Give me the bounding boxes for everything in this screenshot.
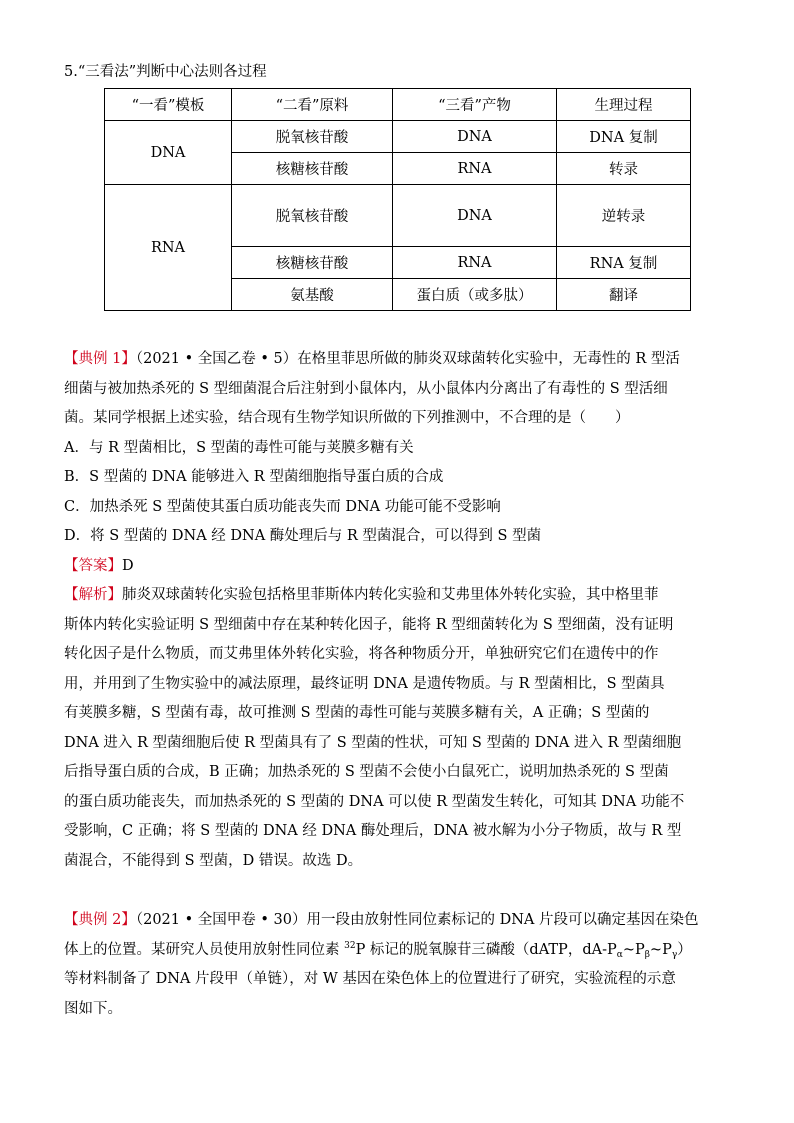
product-cell: RNA	[393, 247, 557, 279]
option-b: B．S 型菌的 DNA 能够进入 R 型菌细胞指导蛋白质的合成	[64, 469, 444, 485]
process-cell: 逆转录	[557, 185, 691, 247]
analysis-line: 受影响，C 正确；将 S 型菌的 DNA 经 DNA 酶处理后，DNA 被水解为小分子物质，故与 R 型	[64, 823, 682, 839]
analysis-line	[64, 581, 732, 611]
example-1-stem-line: 细菌与被加热杀死的 S 型细菌混合后注射到小鼠体内，从小鼠体内分离出了有毒性的 S 型活细	[64, 380, 668, 397]
table-row	[105, 121, 691, 153]
table-header-cell: “二看”原料	[232, 89, 393, 121]
analysis-line: 菌混合，不能得到 S 型菌，D 错误。故选 D。	[64, 852, 363, 869]
material-cell: 脱氧核苷酸	[232, 121, 393, 153]
product-cell: RNA	[393, 153, 557, 185]
material-cell: 核糖核苷酸	[232, 153, 393, 185]
analysis-text: 肺炎双球菌转化实验包括格里菲斯体内转化实验和艾弗里体外转化实验，其中格里菲	[122, 587, 659, 603]
material-cell: 脱氧核苷酸	[232, 185, 393, 247]
example-2-line: 图如下。	[64, 1000, 122, 1017]
alpha-subscript: α	[616, 949, 623, 960]
analysis-line: 有荚膜多糖，S 型菌有毒，故可推测 S 型菌的毒性可能与荚膜多糖有关，A 正确；S 型菌的	[64, 705, 650, 721]
example-1-tag: 【典例 1】	[64, 351, 136, 367]
table-header-row	[105, 89, 691, 121]
option-d: D．将 S 型菌的 DNA 经 DNA 酶处理后与 R 型菌混合，可以得到 S 型菌	[64, 528, 542, 544]
analysis-line: 斯体内转化实验证明 S 型细菌中存在某种转化因子，能将 R 型细菌转化为 S 型细菌，没有证明	[64, 616, 674, 633]
answer-value: D	[122, 557, 134, 574]
process-cell: RNA 复制	[557, 247, 691, 279]
table-header-cell: “一看”模板	[105, 89, 232, 121]
example-1-stem-text: 在格里菲思所做的肺炎双球菌转化实验中，无毒性的 R 型活	[297, 351, 680, 367]
product-cell: DNA	[393, 185, 557, 247]
example-2	[64, 906, 732, 1024]
option-a: A．与 R 型菌相比，S 型菌的毒性可能与荚膜多糖有关	[64, 439, 414, 456]
option-c: C．加热杀死 S 型菌使其蛋白质功能丧失而 DNA 功能可能不受影响	[64, 498, 501, 515]
example-1-source: （2021 • 全国乙卷 • 5）	[135, 351, 298, 367]
answer-line	[64, 552, 732, 582]
table-header-cell: 生理过程	[557, 89, 691, 121]
example-1-stem-line: 菌。某同学根据上述实验，结合现有生物学知识所做的下列推测中，不合理的是（ ）	[64, 410, 630, 426]
beta-subscript: β	[644, 949, 650, 960]
table-row	[105, 185, 691, 247]
example-2-tag: 【典例 2】	[64, 912, 136, 928]
analysis-line: 用，并用到了生物实验中的减法原理，最终证明 DNA 是遗传物质。与 R 型菌相比，S 型菌具	[64, 675, 665, 692]
gamma-subscript: γ	[671, 949, 678, 960]
template-cell-dna: DNA	[105, 121, 232, 185]
example-2-line: 体上的位置。某研究人员使用放射性同位素 $^{32}$P 标记的脱氧腺苷三磷酸（dATP，$dA-P_\alpha\sim P_\beta\sim P_\gamma$）	[64, 940, 692, 960]
product-cell: 蛋白质（或多肽）	[393, 279, 557, 311]
table-header-cell: “三看”产物	[393, 89, 557, 121]
material-cell: 氨基酸	[232, 279, 393, 311]
example-2-line	[64, 906, 732, 936]
analysis-tag: 【解析】	[64, 587, 122, 603]
process-cell: 翻译	[557, 279, 691, 311]
analysis-line: DNA 进入 R 型菌细胞后使 R 型菌具有了 S 型菌的性状，可知 S 型菌的 DNA 进入 R 型菌细胞	[64, 734, 682, 751]
analysis-line: 的蛋白质功能丧失，而加热杀死的 S 型菌的 DNA 可以使 R 型菌发生转化，可知其 DNA 功能不	[64, 793, 685, 810]
example-2-line: 等材料制备了 DNA 片段甲（单链），对 W 基因在染色体上的位置进行了研究，实验流程的示意	[64, 971, 676, 987]
product-cell: DNA	[393, 121, 557, 153]
central-dogma-table	[104, 88, 691, 311]
template-cell-rna: RNA	[105, 185, 232, 311]
process-cell: 转录	[557, 153, 691, 185]
example-1-stem-line	[64, 345, 732, 375]
section-title: 5.“三看法”判断中心法则各过程	[64, 64, 267, 80]
example-1	[64, 345, 732, 876]
material-cell: 核糖核苷酸	[232, 247, 393, 279]
analysis-line: 转化因子是什么物质，而艾弗里体外转化实验，将各种物质分开，单独研究它们在遗传中的作	[64, 646, 659, 662]
process-cell: DNA 复制	[557, 121, 691, 153]
example-2-text: 用一段由放射性同位素标记的 DNA 片段可以确定基因在染色	[306, 912, 699, 928]
analysis-line: 后指导蛋白质的合成，B 正确；加热杀死的 S 型菌不会使小白鼠死亡，说明加热杀死的 S 型菌	[64, 764, 669, 780]
isotope-superscript: 32	[344, 940, 356, 951]
answer-tag: 【答案】	[64, 557, 122, 574]
example-2-source: （2021 • 全国甲卷 • 30）	[135, 912, 307, 928]
